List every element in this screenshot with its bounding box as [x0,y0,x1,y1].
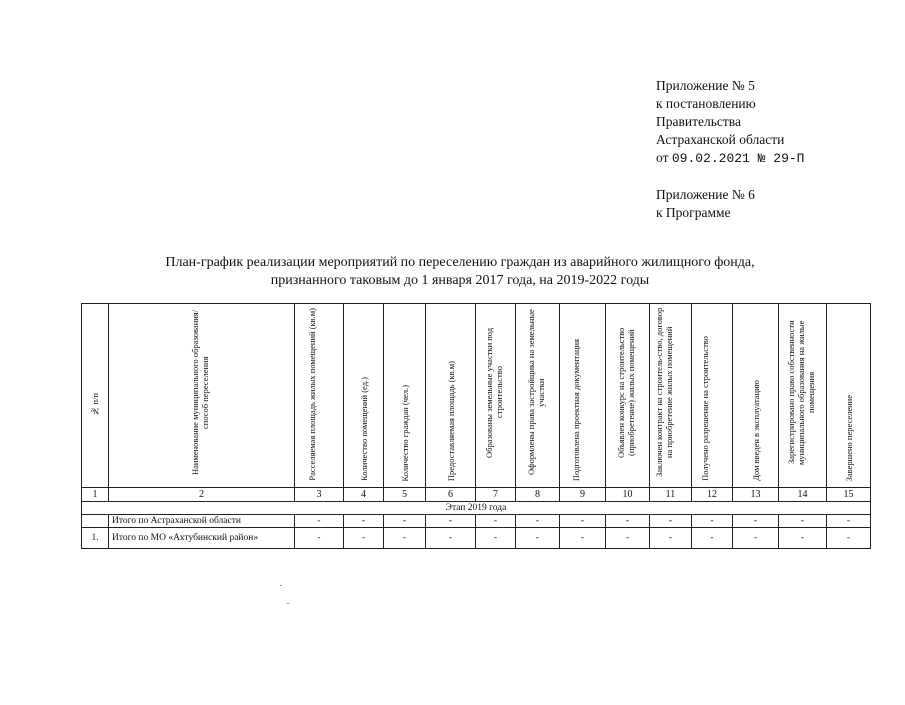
table-cell: - [476,528,516,549]
column-number: 9 [560,488,606,502]
table-cell: - [476,515,516,528]
header-land-plots: Образованы земельные участки под строительство [483,327,504,458]
table-cell: - [384,515,426,528]
table-row [82,528,871,549]
header-developer-rights: Оформлены права застройщика на земельные участки [525,309,546,476]
handwritten-date-number: 09.02.2021 № 29-П [671,151,805,166]
table-cell: - [426,528,476,549]
header-row [82,304,871,488]
table-cell: - [295,528,344,549]
header-permit: Получено разрешение на строительство [700,336,710,481]
table-cell: - [606,528,650,549]
table-cell: - [606,515,650,528]
header-cell [606,304,650,488]
header-cell [82,304,109,488]
appendix-5-line2: к постановлению [656,96,756,111]
header-cell [384,304,426,488]
column-number: 1 [82,488,109,502]
header-project-docs: Подготовлена проектная документация [570,338,581,481]
appendix-6-title: Приложение № 6 [656,187,755,202]
row-name: Итого по МО «Ахтубинский район» [109,528,295,549]
table-cell: - [692,515,733,528]
header-provided-area: Предоставляемая площадь (кв.м) [445,360,456,481]
column-number: 5 [384,488,426,502]
table-cell: - [827,515,871,528]
column-number: 7 [476,488,516,502]
table-cell: - [344,515,384,528]
column-number: 2 [109,488,295,502]
header-area: Расселяемая площадь жилых помещений (кв.м) [307,308,317,481]
header-citizens: Количество граждан (чел.) [399,384,410,481]
column-number: 15 [827,488,871,502]
document-title-line1: План-график реализации мероприятий по переселению граждан из аварийного жилищного фонда, [165,255,755,270]
document-title-line2: признанного таковым до 1 января 2017 года, на 2019-2022 годы [270,273,650,288]
header-rooms: Количество помещений (ед.) [358,377,369,481]
header-cell [560,304,606,488]
header-tender: Объявлен конкурс на строительство (приобретение) жилых помещений [615,327,636,458]
table-row [82,515,871,528]
header-cell [692,304,733,488]
column-number: 4 [344,488,384,502]
table-cell: - [733,515,779,528]
header-cell [516,304,560,488]
document-title [90,254,830,290]
scan-speck [280,585,282,586]
appendix-6-block [656,186,755,222]
header-ownership: Зарегистрировано право собственности муниципального образования на жилые помещения [785,320,816,465]
table-cell: - [384,528,426,549]
table-cell: - [516,528,560,549]
header-cell [779,304,827,488]
stage-row [82,502,871,515]
header-cell [733,304,779,488]
column-number: 11 [650,488,692,502]
table-cell: - [426,515,476,528]
column-number-row [82,488,871,502]
header-cell [476,304,516,488]
row-name: Итого по Астраханской области [109,515,295,528]
table-cell: - [779,528,827,549]
header-cell [109,304,295,488]
row-index: 1. [82,528,109,549]
table-cell: - [295,515,344,528]
appendix-5-title: Приложение № 5 [656,78,755,93]
table-cell: - [650,528,692,549]
column-number: 6 [426,488,476,502]
table-cell: - [344,528,384,549]
column-number: 3 [295,488,344,502]
scan-speck [287,603,289,604]
table-cell: - [733,528,779,549]
column-number: 10 [606,488,650,502]
column-number: 12 [692,488,733,502]
header-contract: Заключен контракт на строитель-ство, договор на приобретение жилых помещений [653,307,674,478]
table-cell: - [560,515,606,528]
header-cell [426,304,476,488]
table-cell: - [560,528,606,549]
header-cell [344,304,384,488]
header-commissioned: Дом введен в эксплуатацию [750,380,761,481]
header-index: № п/п [90,393,100,417]
column-number: 8 [516,488,560,502]
appendix-5-date-line [656,149,804,168]
header-cell [295,304,344,488]
appendix-5-line3: Правительства [656,114,741,129]
row-index [82,515,109,528]
table-cell: - [650,515,692,528]
table-cell: - [692,528,733,549]
column-number: 14 [779,488,827,502]
appendix-5-block [656,77,804,168]
header-cell [827,304,871,488]
header-cell [650,304,692,488]
appendix-6-line2: к Программе [656,205,731,220]
stage-label: Этап 2019 года [82,502,871,515]
plan-schedule-table [81,303,871,549]
table-cell: - [779,515,827,528]
date-prefix: от [656,150,672,165]
table-cell: - [827,528,871,549]
table-cell: - [516,515,560,528]
column-number: 13 [733,488,779,502]
header-resettlement-done: Завершено переселение [843,394,854,481]
header-municipality: Наименование муниципального образования/ способ переселения [189,309,210,476]
appendix-5-line4: Астраханской области [656,132,785,147]
